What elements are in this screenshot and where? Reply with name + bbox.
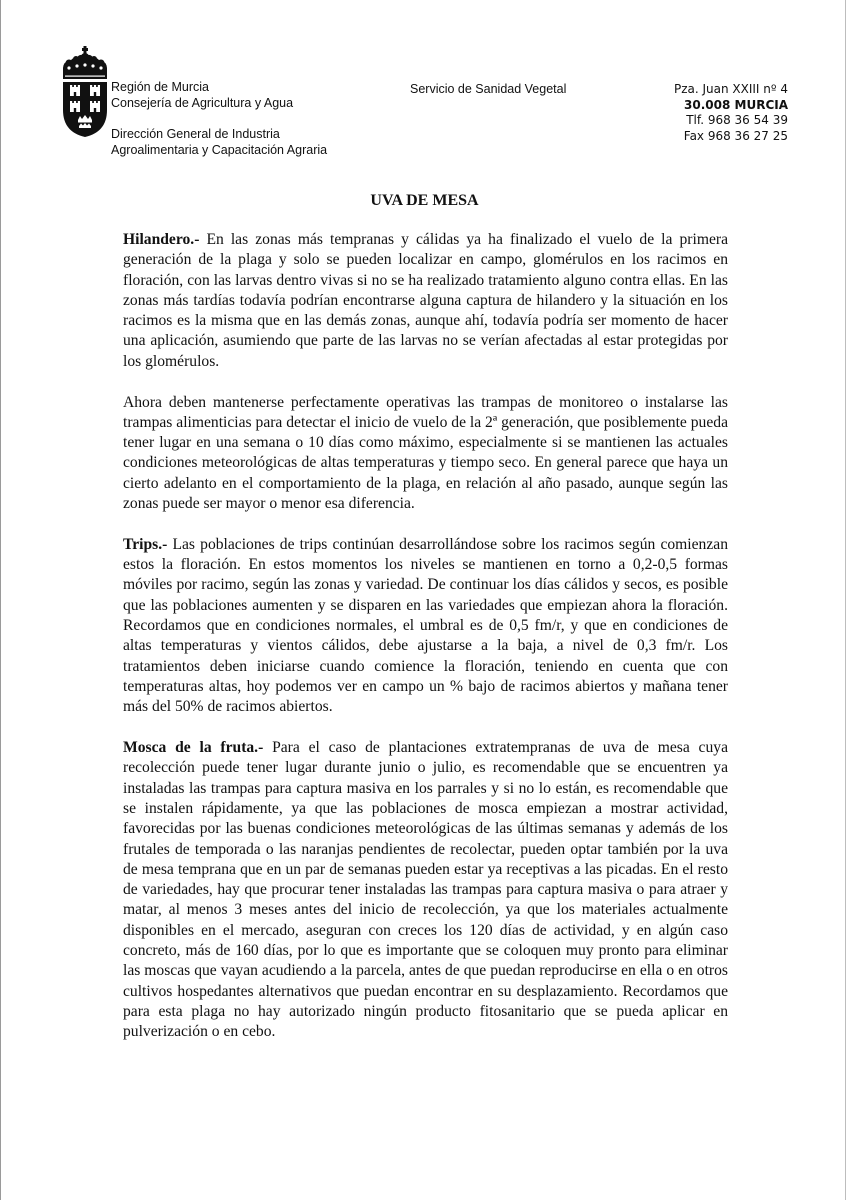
section-text: Ahora deben mantenerse perfectamente operativas las trampas de monitoreo o instalarse las trampas alimenticias para detectar el inicio de vuelo de la 2ª generación, que posiblemente pueda tener lugar en una semana o 10 días como máximo, especialmente si se mantienen las actuales condiciones meteorológicas de altas temperaturas y tiempo seco. En general parece que haya un cierto adelanto en el comportamiento de la plaga, en relación al año pasado, aunque según las zonas puede ser mayor o menor esa diferencia. (123, 393, 728, 513)
section-text: Las poblaciones de trips continúan desarrollándose sobre los racimos según comienzan estos la floración. En estos momentos los niveles se mantienen en torno a 0,2-0,5 formas móviles por racimo, según las zonas y variedad. De continuar los días cálidos y secos, es posible que las poblaciones aumenten y se disparen en las variedades que empiezan ahora la floración. Recordamos que en condiciones normales, el umbral es de 0,5 fm/r, y que en condiciones de altas temperaturas y vientos cálidos, debe ajustarse a la baja, a nivel de 0,3 fm/r. Los tratamientos deben iniciarse cuando comience la floración, teniendo en cuenta que con temperaturas altas, hoy podemos ver en campo un % bajo de racimos abiertos y mañana tener más del 50% de racimos abiertos. (123, 535, 728, 716)
service-name: Servicio de Sanidad Vegetal (410, 82, 567, 96)
directorate-line-1: Dirección General de Industria (111, 127, 280, 141)
org-region: Región de Murcia (111, 80, 209, 94)
org-ministry: Consejería de Agricultura y Agua (111, 95, 294, 110)
address-city: 30.008 MURCIA (684, 97, 788, 112)
document-body (123, 230, 728, 1063)
section-mosca (123, 738, 728, 1042)
document-title: UVA DE MESA (370, 192, 479, 209)
section-text: Para el caso de plantaciones extratempranas de uva de mesa cuya recolección puede tener lugar durante junio o julio, es recomendable que se encuentren ya instaladas las trampas para captura masiva en los parrales y si no lo están, es recomendable que se instalen rápidamente, ya que las poblaciones de mosca empiezan a mostrar actividad, favorecidas por las buenas condiciones meteorológicas de las últimas semanas y además de los frutales de temporada o las naranjas pendientes de recolectar, pueden optar también por la uva de mesa temprana que en un par de semanas pueden estar ya receptivas a las picadas. En el resto de variedades, hay que procurar tener instaladas las trampas para captura masiva o para atraer y matar, al menos 3 meses antes del inicio de recolección, ya que los materiales actualmente disponibles en el mercado, aseguran con creces los 120 días de actividad, y en algún caso concreto, más de 160 días, por lo que es importante que se coloquen muy pronto para eliminar las moscas que vayan acudiendo a la parcela, antes de que puedan reproducirse en ella o en otros cultivos hospedantes alternativos que puedan encontrar en su desplazamiento. Recordamos que para esta plaga no hay autorizado ningún producto fitosanitario que se pueda aplicar en pulverización o en cebo. (123, 739, 728, 1041)
page-border-right (845, 0, 846, 1200)
section-heading: Trips.- (123, 535, 168, 553)
section-heading: Hilandero.- (123, 231, 200, 248)
letterhead (0, 0, 849, 170)
section-hilandero-monitoring (123, 393, 728, 515)
address-fax: Fax 968 36 27 25 (683, 128, 788, 143)
address-phone: Tlf. 968 36 54 39 (686, 113, 788, 127)
directorate-line-2: Agroalimentaria y Capacitación Agraria (111, 142, 328, 157)
address-block (674, 82, 788, 144)
page-border-left (0, 0, 1, 1200)
section-hilandero (123, 230, 728, 372)
section-heading: Mosca de la fruta.- (123, 739, 264, 757)
section-trips (123, 535, 728, 718)
section-text: En las zonas más tempranas y cálidas ya ha finalizado el vuelo de la primera generación de la plaga y solo se pueden localizar en campo, glomérulos en los racimos en floración, con las larvas dentro vivas si no se ha realizado tratamiento alguno contra ellas. En las zonas más tardías todavía podrían encontrarse alguna captura de hilandero y la situación en los racimos es la misma que en las demás zonas, aunque ahí, todavía podría ser momento de hacer una aplicación, asumiendo que parte de las larvas no se verían afectadas al estar protegidas por los glomérulos. (123, 231, 728, 370)
address-street: Pza. Juan XXIII nº 4 (673, 82, 788, 96)
coat-of-arms-icon (60, 46, 110, 138)
organization-block (111, 80, 327, 158)
